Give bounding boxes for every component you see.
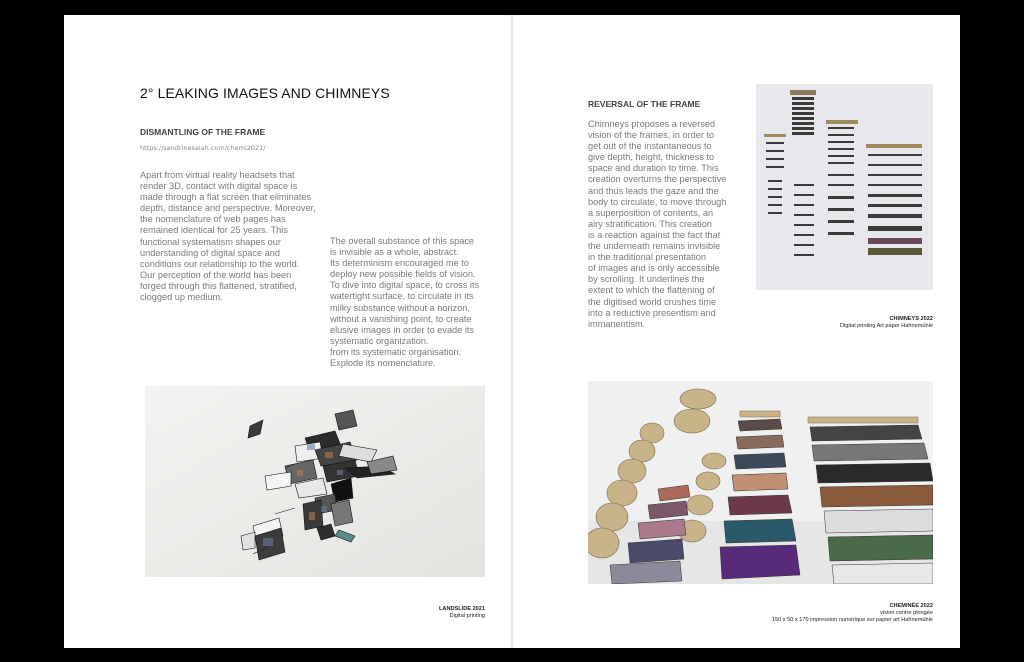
chimneys-caption xyxy=(840,316,933,330)
landslide-caption-line: Digital printing xyxy=(449,613,485,619)
body-paragraph-2: The overall substance of this space is invisible as a whole, abstract. Its determinism encouraged me to deploy new possible fields of vision. To dive into digital space, to cross its watertight surface, to circulate in its milky substance without a horizon, without a vanishing point, to create elusive images in order to evade its systematic organization. from its systematic organisation. Explode its nomenclature. xyxy=(330,236,480,369)
page-spine xyxy=(511,15,513,648)
cheminee-caption-title: CHEMINÉE 2022 xyxy=(889,603,933,609)
body-paragraph-chimneys: Chimneys proposes a reversed vision of the frames, in order to get out of the instantaneous to give depth, height, thickness to space and duration to time. This creation overturns the perspective and thus leads the gaze and the body to circulate, to move through a superposition of contents, an airy stratification. This creation is a reaction against the fact that the underneath remains invisible in the traditional presentation of images and is only accessible by scrolling. It underlines the extent to which the flattening of the digitised world crushes time into a reductive presentism and immanentism. xyxy=(588,119,727,329)
cheminee-caption xyxy=(772,603,933,624)
page-title: 2° LEAKING IMAGES AND CHIMNEYS xyxy=(140,85,390,101)
chimneys-caption-title: CHIMNEYS 2022 xyxy=(889,316,933,322)
chimneys-artwork-photo xyxy=(756,84,933,290)
cheminee-caption-line2: 150 x 50 x 170 impression numérique sur papier art Hahnemühle xyxy=(771,617,933,623)
section-heading-reversal: REVERSAL OF THE FRAME xyxy=(588,99,701,109)
chimneys-caption-line: Digital printing Art paper Hahnemühle xyxy=(840,323,933,329)
section-heading-dismantling: DISMANTLING OF THE FRAME xyxy=(140,127,266,137)
landslide-caption xyxy=(439,606,485,620)
cheminee-artwork-photo xyxy=(588,381,933,584)
landslide-artwork-photo xyxy=(145,386,485,577)
project-url[interactable]: https://sandrinesaiah.com/chemi2021/ xyxy=(140,144,266,152)
cheminee-caption-line1: vision contre plongée xyxy=(880,610,933,616)
landslide-caption-title: LANDSLIDE 2021 xyxy=(438,606,485,612)
body-paragraph-1: Apart from virtual reality headsets that render 3D, contact with digital space is made through a flat screen that eliminates depth, distance and perspective. Moreover, the nomenclature of web pages has remained identical for 25 years. This functional systematism shapes our understanding of digital space and conditions our relationship to the world. Our perception of the world has been forged through this flattened, stratified, clogged up medium. xyxy=(140,170,316,303)
